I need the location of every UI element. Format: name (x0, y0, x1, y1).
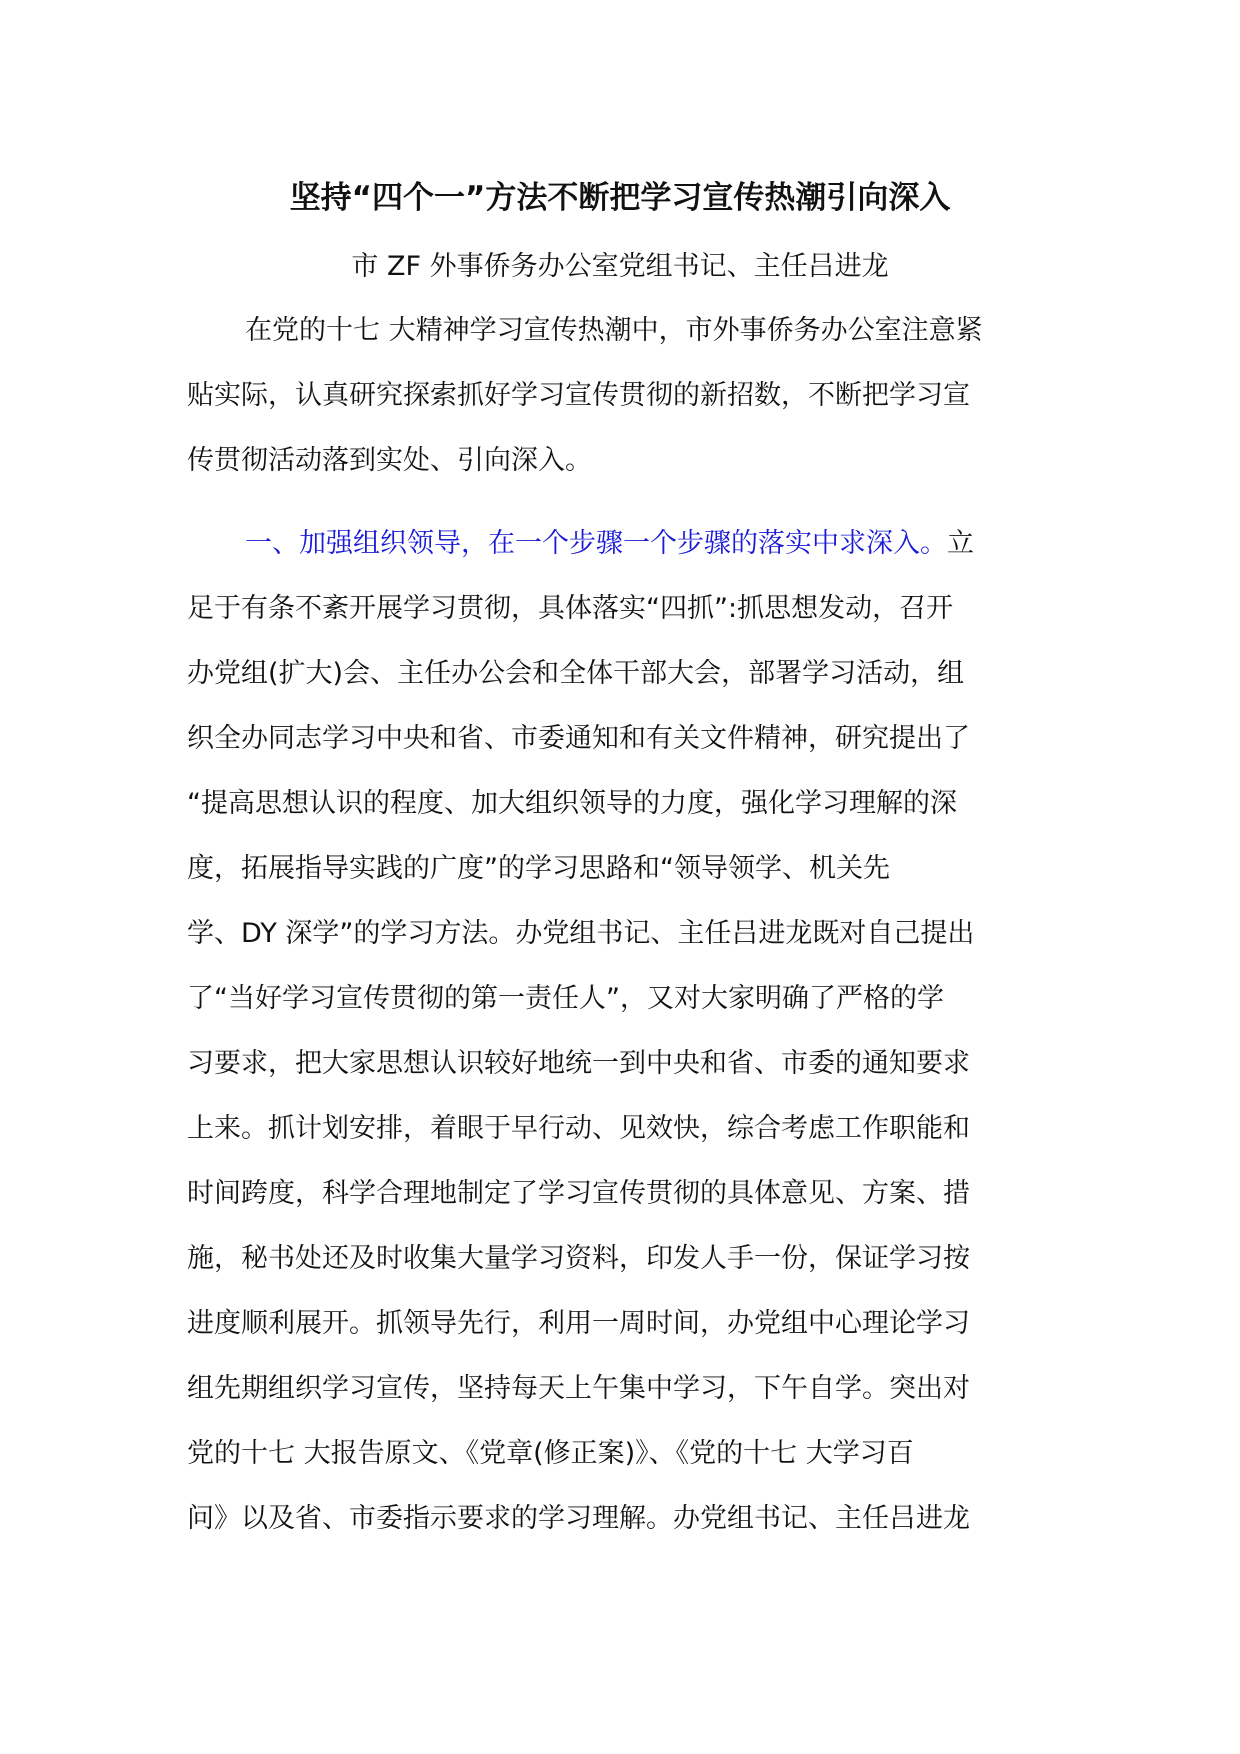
paragraph-line: “提高思想认识的程度、加大组织领导的力度，强化学习理解的深 (187, 788, 957, 819)
section-heading: 一、加强组织领导，在一个步骤一个步骤的落实中求深入。 (245, 528, 947, 559)
section-heading-tail: 立 (947, 528, 974, 559)
paragraph-line: 上来。抓计划安排，着眼于早行动、见效快，综合考虑工作职能和 (187, 1113, 970, 1144)
paragraph-line: 问》以及省、市委指示要求的学习理解。办党组书记、主任吕进龙 (187, 1503, 970, 1534)
paragraph-line: 进度顺利展开。抓领导先行，利用一周时间，办党组中心理论学习 (187, 1308, 970, 1339)
document-author-line: 市 ZF 外事侨务办公室党组书记、主任吕进龙 (351, 251, 889, 282)
paragraph-line: 足于有条不紊开展学习贯彻，具体落实“四抓”:抓思想发动，召开 (187, 593, 954, 624)
paragraph-line: 党的十七 大报告原文、《党章(修正案)》、《党的十七 大学习百 (187, 1438, 914, 1469)
section-heading-line (187, 511, 1067, 576)
paragraph-line: 在党的十七 大精神学习宣传热潮中，市外事侨务办公室注意紧 (245, 315, 983, 346)
paragraph-line: 学、DY 深学”的学习方法。办党组书记、主任吕进龙既对自己提出 (187, 918, 975, 949)
paragraph-line: 时间跨度，科学合理地制定了学习宣传贯彻的具体意见、方案、措 (187, 1178, 970, 1209)
paragraph-section-one (187, 511, 1067, 1551)
paragraph-intro (187, 298, 1067, 493)
paragraph-line: 办党组(扩大)会、主任办公会和全体干部大会，部署学习活动，组 (187, 658, 965, 689)
paragraph-line: 施，秘书处还及时收集大量学习资料，印发人手一份，保证学习按 (187, 1243, 970, 1274)
paragraph-line: 度，拓展指导实践的广度”的学习思路和“领导领学、机关先 (187, 853, 890, 884)
document-title: 坚持“四个一”方法不断把学习宣传热潮引向深入 (289, 180, 951, 216)
paragraph-line: 织全办同志学习中央和省、市委通知和有关文件精神，研究提出了 (187, 723, 970, 754)
paragraph-line: 传贯彻活动落到实处、引向深入。 (187, 445, 592, 476)
paragraph-line: 了“当好学习宣传贯彻的第一责任人”，又对大家明确了严格的学 (187, 983, 944, 1014)
paragraph-line: 组先期组织学习宣传，坚持每天上午集中学习，下午自学。突出对 (187, 1373, 970, 1404)
paragraph-line: 贴实际，认真研究探索抓好学习宣传贯彻的新招数，不断把学习宣 (187, 380, 970, 411)
paragraph-line: 习要求，把大家思想认识较好地统一到中央和省、市委的通知要求 (187, 1048, 970, 1079)
